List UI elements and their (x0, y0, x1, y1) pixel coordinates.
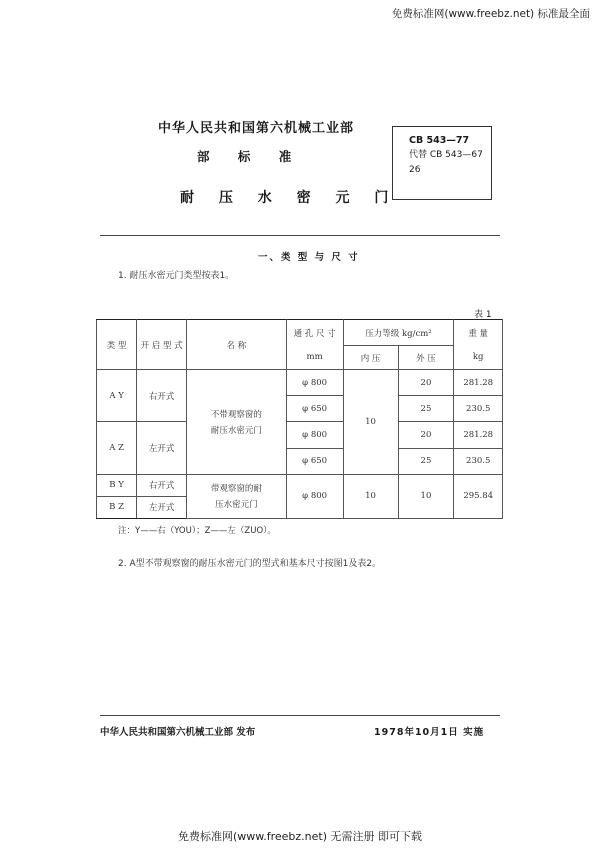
type-cell: A Y (97, 370, 137, 422)
name-line: 不带观察窗的 (210, 409, 262, 420)
paragraph-1: 1. 耐压水密元门类型按表1。 (118, 271, 235, 281)
standard-type: 部 标 准 (197, 149, 304, 164)
opening-cell: 右开式 (137, 474, 187, 496)
document-title: 耐 压 水 密 元 门 (180, 190, 399, 206)
paragraph-2: 2. A型不带观察窗的耐压水密元门的型式和基本尺寸按图1及表2。 (118, 559, 382, 569)
standard-code-box (392, 126, 492, 200)
name-line: 压水密元门 (215, 500, 258, 511)
table-note: 注：Y——右（YOU）；Z——左（ZUO）。 (118, 526, 276, 536)
outer-pressure-cell: 25 (398, 396, 454, 422)
name-cell-b (187, 474, 287, 518)
outer-pressure-cell: 20 (398, 422, 454, 448)
replaces-code: 代替 CB 543—67 (409, 150, 483, 160)
inner-pressure-cell: 10 (343, 370, 398, 475)
table-row (97, 370, 503, 396)
watermark-top: 免费标准网(www.freebz.net) 标准最全面 (391, 8, 590, 20)
weight-cell: 230.5 (454, 396, 503, 422)
weight-cell: 230.5 (454, 448, 503, 474)
issuing-organization: 中华人民共和国第六机械工业部 (158, 121, 355, 136)
table-row (97, 474, 503, 496)
weight-cell: 281.28 (454, 422, 503, 448)
header-pressure: 压力等级 kg/cm² (343, 320, 454, 346)
standard-number: 26 (409, 165, 421, 175)
type-cell: B Z (97, 496, 137, 518)
aperture-cell: φ 800 (286, 370, 343, 396)
standard-code: CB 543—77 (409, 135, 470, 146)
header-type: 类 型 (97, 320, 137, 370)
table-label: 表 1 (474, 310, 492, 320)
header-weight: 重 量 (454, 320, 503, 346)
inner-pressure-cell: 10 (343, 474, 398, 518)
footer-effective-date: 1978年10月1日 实施 (374, 727, 485, 738)
footer-publisher: 中华人民共和国第六机械工业部 发布 (100, 727, 256, 738)
weight-cell: 281.28 (454, 370, 503, 396)
outer-pressure-cell: 20 (398, 370, 454, 396)
header-divider (100, 235, 500, 236)
aperture-cell: φ 800 (286, 474, 343, 518)
table-row (97, 422, 503, 448)
weight-cell: 295.84 (454, 474, 503, 518)
header-aperture-unit: mm (286, 346, 343, 370)
header-weight-unit: kg (454, 346, 503, 370)
header-name: 名 称 (187, 320, 287, 370)
aperture-cell: φ 650 (286, 396, 343, 422)
outer-pressure-cell: 25 (398, 448, 454, 474)
type-cell: A Z (97, 422, 137, 474)
header-aperture: 通 孔 尺 寸 (286, 320, 343, 346)
opening-cell: 左开式 (137, 496, 187, 518)
section-title: 一、类 型 与 尺 寸 (258, 252, 360, 263)
name-cell-a (187, 370, 287, 475)
types-dimensions-table (96, 319, 503, 519)
opening-cell: 右开式 (137, 370, 187, 422)
opening-cell: 左开式 (137, 422, 187, 474)
header-outer-pressure: 外 压 (398, 346, 454, 370)
type-cell: B Y (97, 474, 137, 496)
name-line: 耐压水密元门 (210, 425, 262, 436)
watermark-bottom: 免费标准网(www.freebz.net) 无需注册 即可下载 (177, 830, 423, 843)
name-line: 带观察窗的耐 (210, 484, 262, 495)
outer-pressure-cell: 10 (398, 474, 454, 518)
aperture-cell: φ 800 (286, 422, 343, 448)
aperture-cell: φ 650 (286, 448, 343, 474)
header-inner-pressure: 内 压 (343, 346, 398, 370)
header-opening: 开 启 型 式 (137, 320, 187, 370)
footer-divider (100, 715, 500, 716)
